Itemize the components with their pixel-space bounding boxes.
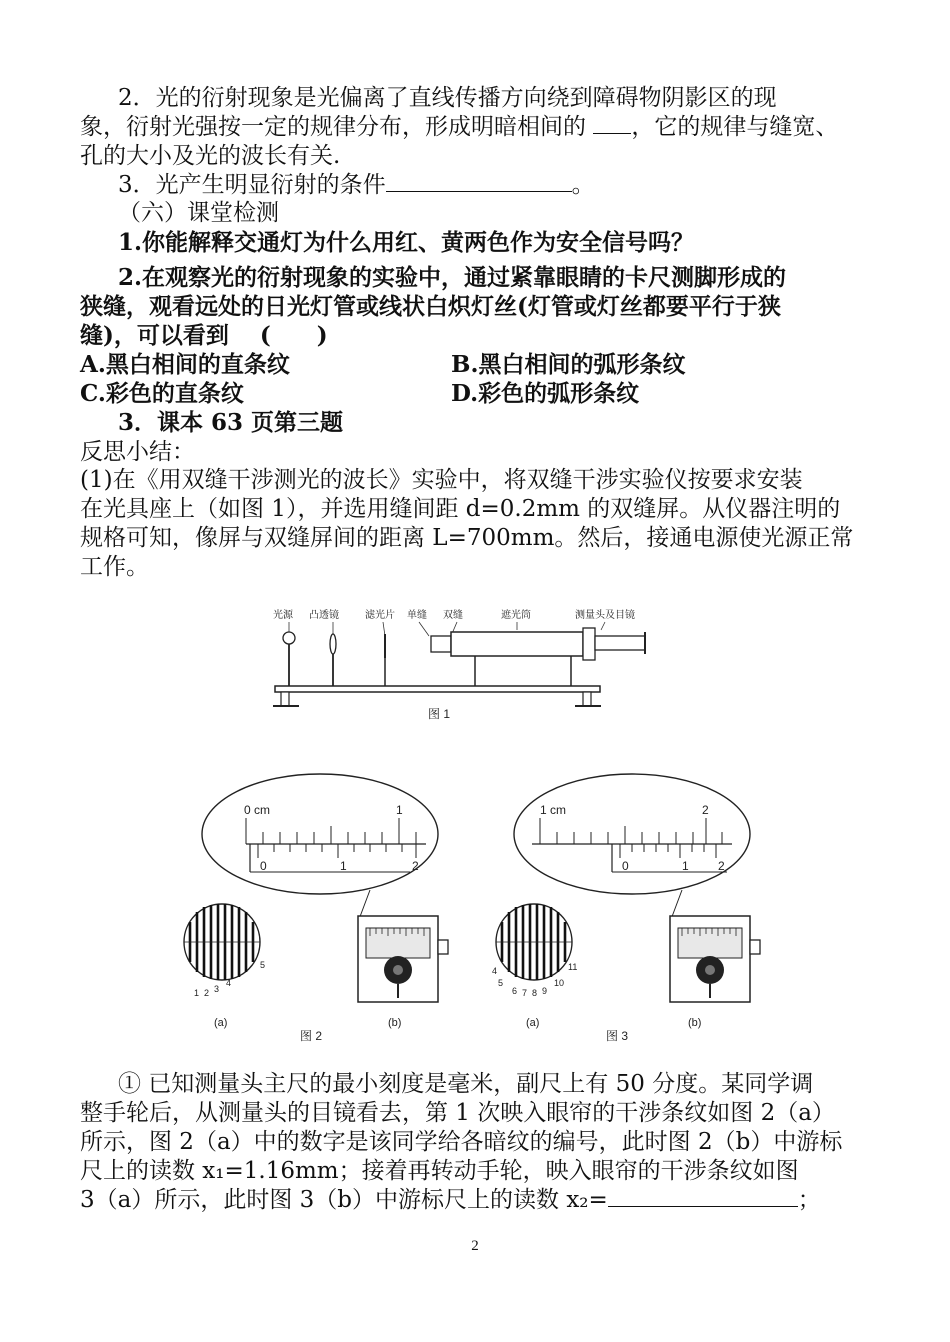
label-measuring-head: 测量头及目镜 — [575, 610, 635, 621]
figure-3-magnifier-bubble — [514, 774, 750, 894]
measure-question-line5-text: 3（a）所示，此时图 3（b）中游标尺上的读数 x₂= — [80, 1187, 608, 1213]
fill-blank-2[interactable] — [386, 171, 572, 192]
experiment-line2: 在光具座上（如图 1），并选用缝间距 d=0.2mm 的双缝屏。从仪器注明的 — [80, 496, 841, 522]
figure-3-vernier-0: 0 — [622, 859, 629, 873]
fill-blank-1[interactable] — [593, 113, 631, 134]
fill-blank-x2[interactable] — [608, 1186, 798, 1207]
figure-3-main-two: 2 — [702, 803, 709, 817]
figure-2-main-zero: 0 — [244, 803, 251, 817]
fringe-number: 3 — [214, 984, 220, 994]
section-title: （六）课堂检测 — [118, 200, 279, 226]
figure-3 — [492, 772, 762, 1044]
fringe-number: 2 — [204, 988, 210, 998]
fringe-number: 6 — [512, 986, 518, 996]
question-2-line1: 2.在观察光的衍射现象的实验中，通过紧靠眼睛的卡尺测脚形成的 — [118, 264, 787, 291]
label-light-source: 光源 — [273, 610, 293, 621]
diffraction-intro-line1: 2．光的衍射现象是光偏离了直线传播方向绕到障碍物阴影区的现 — [118, 85, 777, 111]
measure-question-line5-end: ； — [797, 1187, 821, 1213]
convex-lens-shape — [330, 634, 336, 654]
fringe-number: 4 — [226, 978, 232, 988]
figure-3-sub-a: (a) — [526, 1017, 540, 1029]
figure-2-main-unit: cm — [254, 803, 270, 817]
experiment-line3: 规格可知，像屏与双缝屏间的距离 L=700mm。然后，接通电源使光源正常 — [80, 525, 854, 551]
figure-3-caption: 图 3 — [606, 1029, 629, 1043]
fringe-number: 11 — [568, 962, 578, 972]
measure-question-line3: 所示，图 2（a）中的数字是该同学给各暗纹的编号，此时图 2（b）中游标 — [80, 1129, 843, 1155]
measure-question-line4: 尺上的读数 x₁=1.16mm；接着再转动手轮，映入眼帘的干涉条纹如图 — [80, 1158, 799, 1184]
fringe-number: 10 — [554, 978, 565, 988]
fringe-number: 9 — [542, 986, 548, 996]
option-b[interactable]: B.黑白相间的弧形条纹 — [451, 351, 686, 378]
figure-2-vernier-1: 1 — [340, 859, 347, 873]
fringe-number: 7 — [522, 988, 528, 998]
diffraction-intro-line2-text: 象，衍射光强按一定的规律分布，形成明暗相间的 — [80, 114, 594, 140]
fringe-number: 1 — [194, 988, 200, 998]
figure-2-sub-b: (b) — [388, 1017, 402, 1029]
label-light-tube: 遮光筒 — [501, 610, 531, 621]
diffraction-condition-end: 。 — [571, 172, 595, 198]
fringe-number: 4 — [492, 966, 498, 976]
question-2-line2: 狭缝，观看远处的日光灯管或线状白炽灯丝(灯管或灯丝都要平行于狭 — [80, 293, 781, 320]
label-single-slit: 单缝 — [407, 610, 427, 621]
measure-question-line2: 整手轮后，从测量头的目镜看去，第 1 次映入眼帘的干涉条纹如图 2（a） — [80, 1100, 835, 1126]
figure-3-main-unit: cm — [550, 803, 566, 817]
option-c[interactable]: C.彩色的直条纹 — [80, 380, 244, 407]
diffraction-condition — [118, 171, 918, 199]
option-d[interactable]: D.彩色的弧形条纹 — [451, 380, 640, 407]
light-source-bulb — [283, 632, 295, 644]
label-double-slit: 双缝 — [443, 610, 463, 621]
option-a[interactable]: A.黑白相间的直条纹 — [80, 351, 290, 378]
figure-2-sub-a: (a) — [214, 1017, 228, 1029]
figure-3-sub-b: (b) — [688, 1017, 702, 1029]
page-number: 2 — [471, 1238, 479, 1254]
measure-question-line5 — [80, 1186, 880, 1214]
diffraction-intro-line3: 孔的大小及光的波长有关. — [80, 143, 341, 169]
figure-3-vernier-1: 1 — [682, 859, 689, 873]
figure-2-main-one: 1 — [396, 803, 403, 817]
experiment-line4: 工作。 — [80, 554, 149, 580]
light-shield-tube — [451, 632, 583, 656]
diffraction-intro-line2 — [80, 113, 880, 141]
fringe-number: 8 — [532, 988, 538, 998]
diffraction-intro-line2-tail: ，它的规律与缝宽、 — [631, 114, 839, 140]
figure-3-vernier-2: 2 — [718, 859, 725, 873]
figure-1-optical-bench — [265, 598, 675, 720]
figure-3-main-one: 1 — [540, 803, 547, 817]
question-1: 1.你能解释交通灯为什么用红、黄两色作为安全信号吗？ — [118, 229, 695, 256]
eyepiece — [595, 636, 645, 650]
figure-2-magnifier-bubble — [202, 774, 438, 894]
figure-2-caption: 图 2 — [300, 1029, 323, 1043]
fringe-number: 5 — [260, 960, 266, 970]
reflection-title: 反思小结： — [80, 439, 195, 465]
fringe-number: 5 — [498, 978, 504, 988]
figure-2-vernier-0: 0 — [260, 859, 267, 873]
label-filter: 滤光片 — [365, 610, 395, 621]
figure-2-vernier-2: 2 — [412, 859, 419, 873]
label-convex-lens: 凸透镜 — [309, 610, 339, 621]
figure-2 — [180, 772, 450, 1044]
figure-1-caption: 图 1 — [428, 707, 451, 720]
measure-question-line1: ① 已知测量头主尺的最小刻度是毫米，副尺上有 50 分度。某同学调 — [118, 1071, 814, 1097]
question-3: 3．课本 63 页第三题 — [118, 409, 344, 436]
question-2-line3: 缝)，可以看到 ( ) — [80, 322, 328, 349]
experiment-line1: (1)在《用双缝干涉测光的波长》实验中，将双缝干涉实验仪按要求安装 — [80, 467, 803, 493]
diffraction-condition-text: 3．光产生明显衍射的条件 — [118, 172, 386, 198]
